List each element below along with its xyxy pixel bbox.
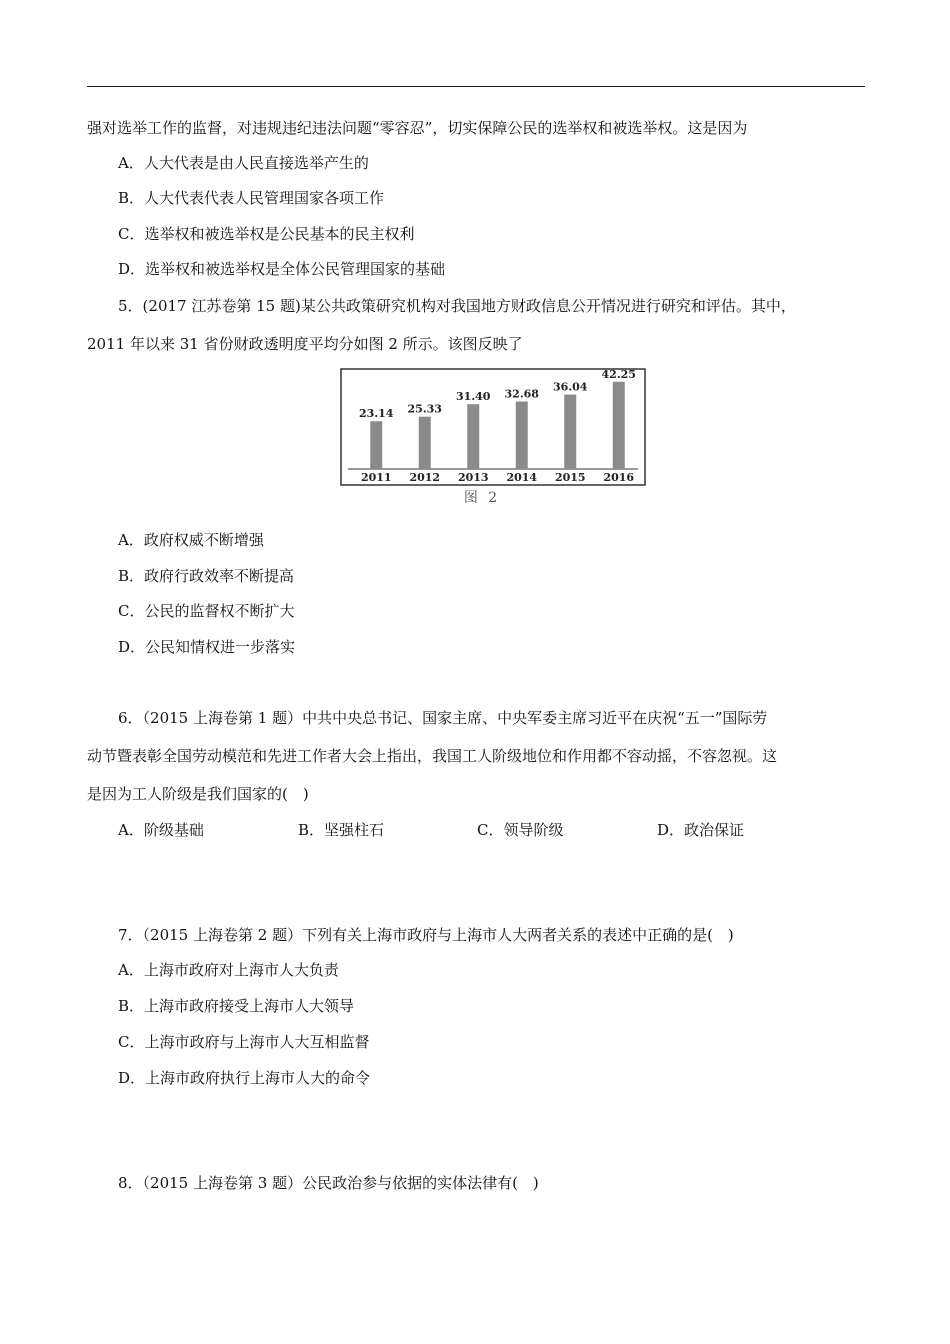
value-label-2013: 31.40 [456, 390, 491, 404]
q5-option-a: A．政府权威不断增强 [118, 531, 264, 549]
chart-frame [341, 369, 645, 485]
transparency-bar-chart [340, 368, 646, 486]
q6-option-d: D．政治保证 [657, 821, 745, 839]
tick-label-2016: 2016 [603, 471, 635, 484]
q8-stem: 8．（2015 上海卷第 3 题）公民政治参与依据的实体法律有( ) [118, 1174, 539, 1192]
q5-stem-line2: 2011 年以来 31 省份财政透明度平均分如图 2 所示。该图反映了 [87, 335, 523, 353]
value-label-2015: 36.04 [553, 380, 588, 394]
q4-option-d: D．选举权和被选举权是全体公民管理国家的基础 [118, 260, 446, 278]
value-label-2014: 32.68 [504, 387, 539, 401]
q5-option-c: C．公民的监督权不断扩大 [118, 602, 295, 620]
figure-caption: 图 2 [463, 490, 501, 506]
tick-label-2015: 2015 [554, 471, 586, 484]
q7-option-a: A．上海市政府对上海市人大负责 [118, 961, 339, 979]
q7-stem: 7．（2015 上海卷第 2 题）下列有关上海市政府与上海市人大两者关系的表述中正确的是( ) [118, 926, 734, 944]
bar-2012 [419, 417, 431, 469]
header-rule [87, 86, 865, 87]
value-label-2012: 25.33 [407, 402, 442, 416]
bar-2011 [370, 421, 382, 469]
tick-label-2012: 2012 [409, 471, 441, 484]
tick-label-2011: 2011 [360, 471, 392, 484]
q6-stem-line1: 6．（2015 上海卷第 1 题）中共中央总书记、国家主席、中央军委主席习近平在庆祝“五一”国际劳 [118, 709, 768, 727]
q6-stem-line2: 动节暨表彰全国劳动模范和先进工作者大会上指出，我国工人阶级地位和作用都不容动摇，不容忽视。这 [87, 747, 778, 765]
q6-option-a: A．阶级基础 [118, 821, 204, 839]
q6-stem-line3: 是因为工人阶级是我们国家的( ) [87, 785, 309, 803]
q7-option-c: C．上海市政府与上海市人大互相监督 [118, 1033, 370, 1051]
q5-option-d: D．公民知情权进一步落实 [118, 638, 296, 656]
q4-option-a: A．人大代表是由人民直接选举产生的 [118, 154, 369, 172]
q7-option-d: D．上海市政府执行上海市人大的命令 [118, 1069, 371, 1087]
q6-option-b: B．坚强柱石 [298, 821, 385, 839]
tick-label-2014: 2014 [506, 471, 538, 484]
bar-2015 [564, 395, 576, 469]
value-label-2011: 23.14 [359, 407, 394, 421]
q4-option-c: C．选举权和被选举权是公民基本的民主权利 [118, 225, 415, 243]
q6-option-c: C．领导阶级 [477, 821, 564, 839]
bar-2014 [516, 402, 528, 469]
bar-2016 [613, 382, 625, 469]
q4-option-b: B．人大代表代表人民管理国家各项工作 [118, 189, 385, 207]
q5-stem-line1: 5．(2017 江苏卷第 15 题)某公共政策研究机构对我国地方财政信息公开情况进行研究和评估。其中， [118, 297, 796, 315]
q5-option-b: B．政府行政效率不断提高 [118, 567, 295, 585]
value-label-2016: 42.25 [601, 368, 636, 381]
tick-label-2013: 2013 [457, 471, 489, 484]
bar-2013 [467, 404, 479, 469]
q4-stem-tail: 强对选举工作的监督，对违规违纪违法问题“零容忍”，切实保障公民的选举权和被选举权。这是因为 [87, 119, 748, 137]
q7-option-b: B．上海市政府接受上海市人大领导 [118, 997, 355, 1015]
